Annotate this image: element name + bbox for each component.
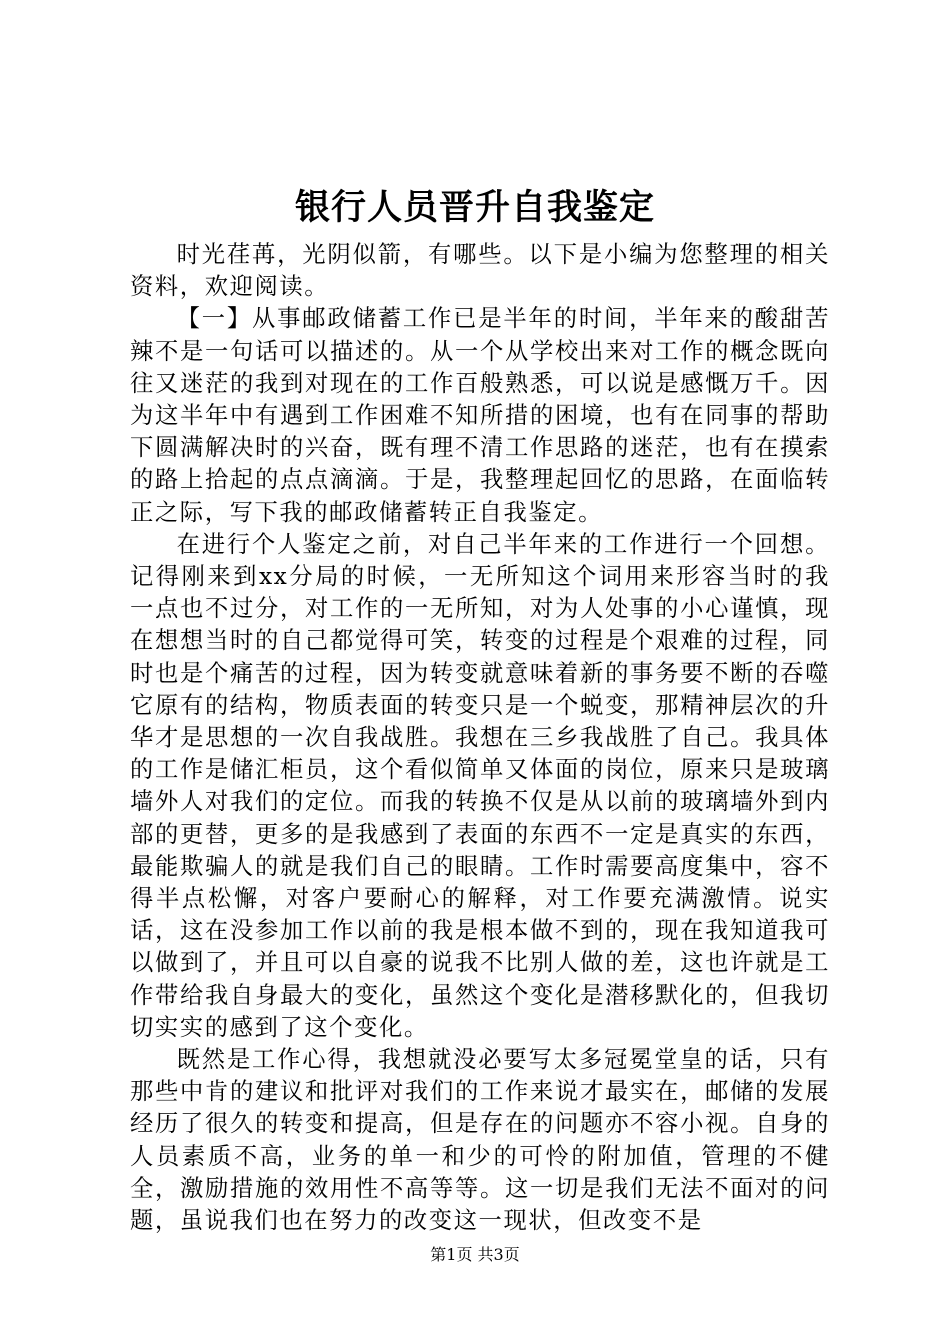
paragraph-intro: 时光荏苒，光阴似箭，有哪些。以下是小编为您整理的相关资料，欢迎阅读。	[130, 241, 830, 301]
paragraph-work-insights: 既然是工作心得，我想就没必要写太多冠冕堂皇的话，只有那些中肯的建议和批评对我们的工作来说才最实在，邮储的发展经历了很久的转变和提高，但是存在的问题亦不容小视。自身的人员素质不高，业务的单一和少的可怜的附加值，管理的不健全，激励措施的效用性不高等等。这一切是我们无法不面对的问题，虽说我们也在努力的改变这一现状，但改变不是	[130, 1046, 830, 1235]
page-number-footer: 第1页 共3页	[430, 1245, 520, 1264]
document-body	[130, 239, 830, 1237]
paragraph-self-review: 在进行个人鉴定之前，对自己半年来的工作进行一个回想。记得刚来到xx分局的时候，一无所知这个词用来形容当时的我一点也不过分，对工作的一无所知，对为人处事的小心谨慎，现在想想当时的自己都觉得可笑，转变的过程是个艰难的过程，同时也是个痛苦的过程，因为转变就意味着新的事务要不断的吞噬它原有的结构，物质表面的转变只是一个蜕变，那精神层次的升华才是思想的一次自我战胜。我想在三乡我战胜了自己。我具体的工作是储汇柜员，这个看似简单又体面的岗位，原来只是玻璃墙外人对我们的定位。而我的转换不仅是从以前的玻璃墙外到内部的更替，更多的是我感到了表面的东西不一定是真实的东西，最能欺骗人的就是我们自己的眼睛。工作时需要高度集中，容不得半点松懈，对客户要耐心的解释，对工作要充满激情。说实话，这在没参加工作以前的我是根本做不到的，现在我知道我可以做到了，并且可以自豪的说我不比别人做的差，这也许就是工作带给我自身最大的变化，虽然这个变化是潜移默化的，但我切切实实的感到了这个变化。	[130, 530, 830, 1041]
document-title: 银行人员晋升自我鉴定	[294, 188, 655, 228]
paragraph-section-one: 【一】从事邮政储蓄工作已是半年的时间，半年来的酸甜苦辣不是一句话可以描述的。从一个从学校出来对工作的概念既向往又迷茫的我到对现在的工作百般熟悉，可以说是感慨万千。因为这半年中有遇到工作困难不知所措的困境，也有在同事的帮助下圆满解决时的兴奋，既有理不清工作思路的迷茫，也有在摸索的路上拾起的点点滴滴。于是，我整理起回忆的思路，在面临转正之际，写下我的邮政储蓄转正自我鉴定。	[130, 305, 830, 526]
